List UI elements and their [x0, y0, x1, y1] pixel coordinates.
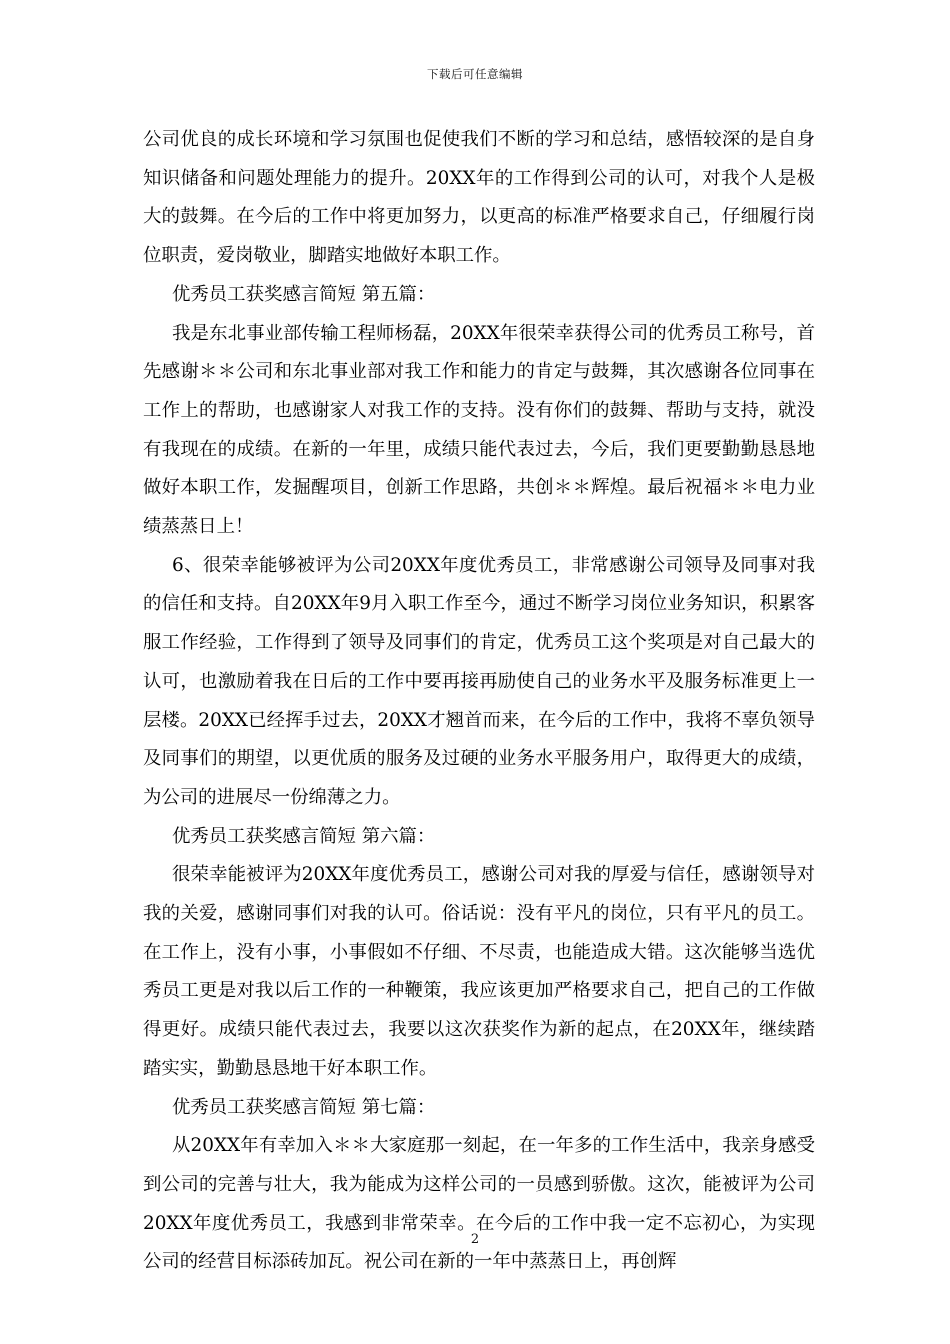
page-number: 2 [470, 1232, 480, 1247]
body-paragraph: 公司优良的成长环境和学习氛围也促使我们不断的学习和总结，感悟较深的是自身知识储备和问题处理能力的提升。20XX年的工作得到公司的认可，对我个人是极大的鼓舞。在今后的工作中将更加努力，以更高的标准严格要求自己，仔细履行岗位职责，爱岗敬业，脚踏实地做好本职工作。 [143, 129, 815, 267]
document-body [143, 121, 815, 1282]
body-paragraph: 我是东北事业部传输工程师杨磊，20XX年很荣幸获得公司的优秀员工称号，首先感谢＊＊公司和东北事业部对我工作和能力的肯定与鼓舞，其次感谢各位同事在工作上的帮助，也感谢家人对我工作的支持。没有你们的鼓舞、帮助与支持，就没有我现在的成绩。在新的一年里，成绩只能代表过去，今后，我们更要勤勤恳恳地做好本职工作，发掘醒项目，创新工作思路，共创＊＊辉煌。最后祝福＊＊电力业绩蒸蒸日上！ [143, 322, 815, 538]
body-paragraph: 6、很荣幸能够被评为公司20XX年度优秀员工，非常感谢公司领导及同事对我的信任和支持。自20XX年9月入职工作至今，通过不断学习岗位业务知识，积累客服工作经验，工作得到了领导及同事们的肯定，优秀员工这个奖项是对自己最大的认可，也激励着我在日后的工作中要再接再励使自己的业务水平及服务标准更上一层楼。20XX已经挥手过去，20XX才翘首而来，在今后的工作中，我将不辜负领导及同事们的期望，以更优质的服务及过硬的业务水平服务用户，取得更大的成绩，为公司的进展尽一份绵薄之力。 [143, 554, 815, 808]
section-heading: 优秀员工获奖感言简短 第六篇： [172, 825, 436, 847]
body-paragraph: 很荣幸能被评为20XX年度优秀员工，感谢公司对我的厚爱与信任，感谢领导对我的关爱，感谢同事们对我的认可。俗话说：没有平凡的岗位，只有平凡的员工。在工作上，没有小事，小事假如不仔细、不尽责，也能造成大错。这次能够当选优秀员工更是对我以后工作的一种鞭策，我应该更加严格要求自己，把自己的工作做得更好。成绩只能代表过去，我要以这次获奖作为新的起点，在20XX年，继续踏踏实实，勤勤恳恳地干好本职工作。 [143, 864, 815, 1079]
section-heading: 优秀员工获奖感言简短 第五篇： [172, 283, 436, 305]
body-paragraph: 从20XX年有幸加入＊＊大家庭那一刻起，在一年多的工作生活中，我亲身感受到公司的完善与壮大，我为能成为这样公司的一员感到骄傲。这次，能被评为公司20XX年度优秀员工，我感到非常荣幸。在今后的工作中我一定不忘初心，为实现公司的经营目标添砖加瓦。祝公司在新的一年中蒸蒸日上，再创辉 [143, 1135, 815, 1273]
page-header: 下载后可任意编辑 [427, 67, 523, 81]
section-heading: 优秀员工获奖感言简短 第七篇： [172, 1096, 436, 1118]
